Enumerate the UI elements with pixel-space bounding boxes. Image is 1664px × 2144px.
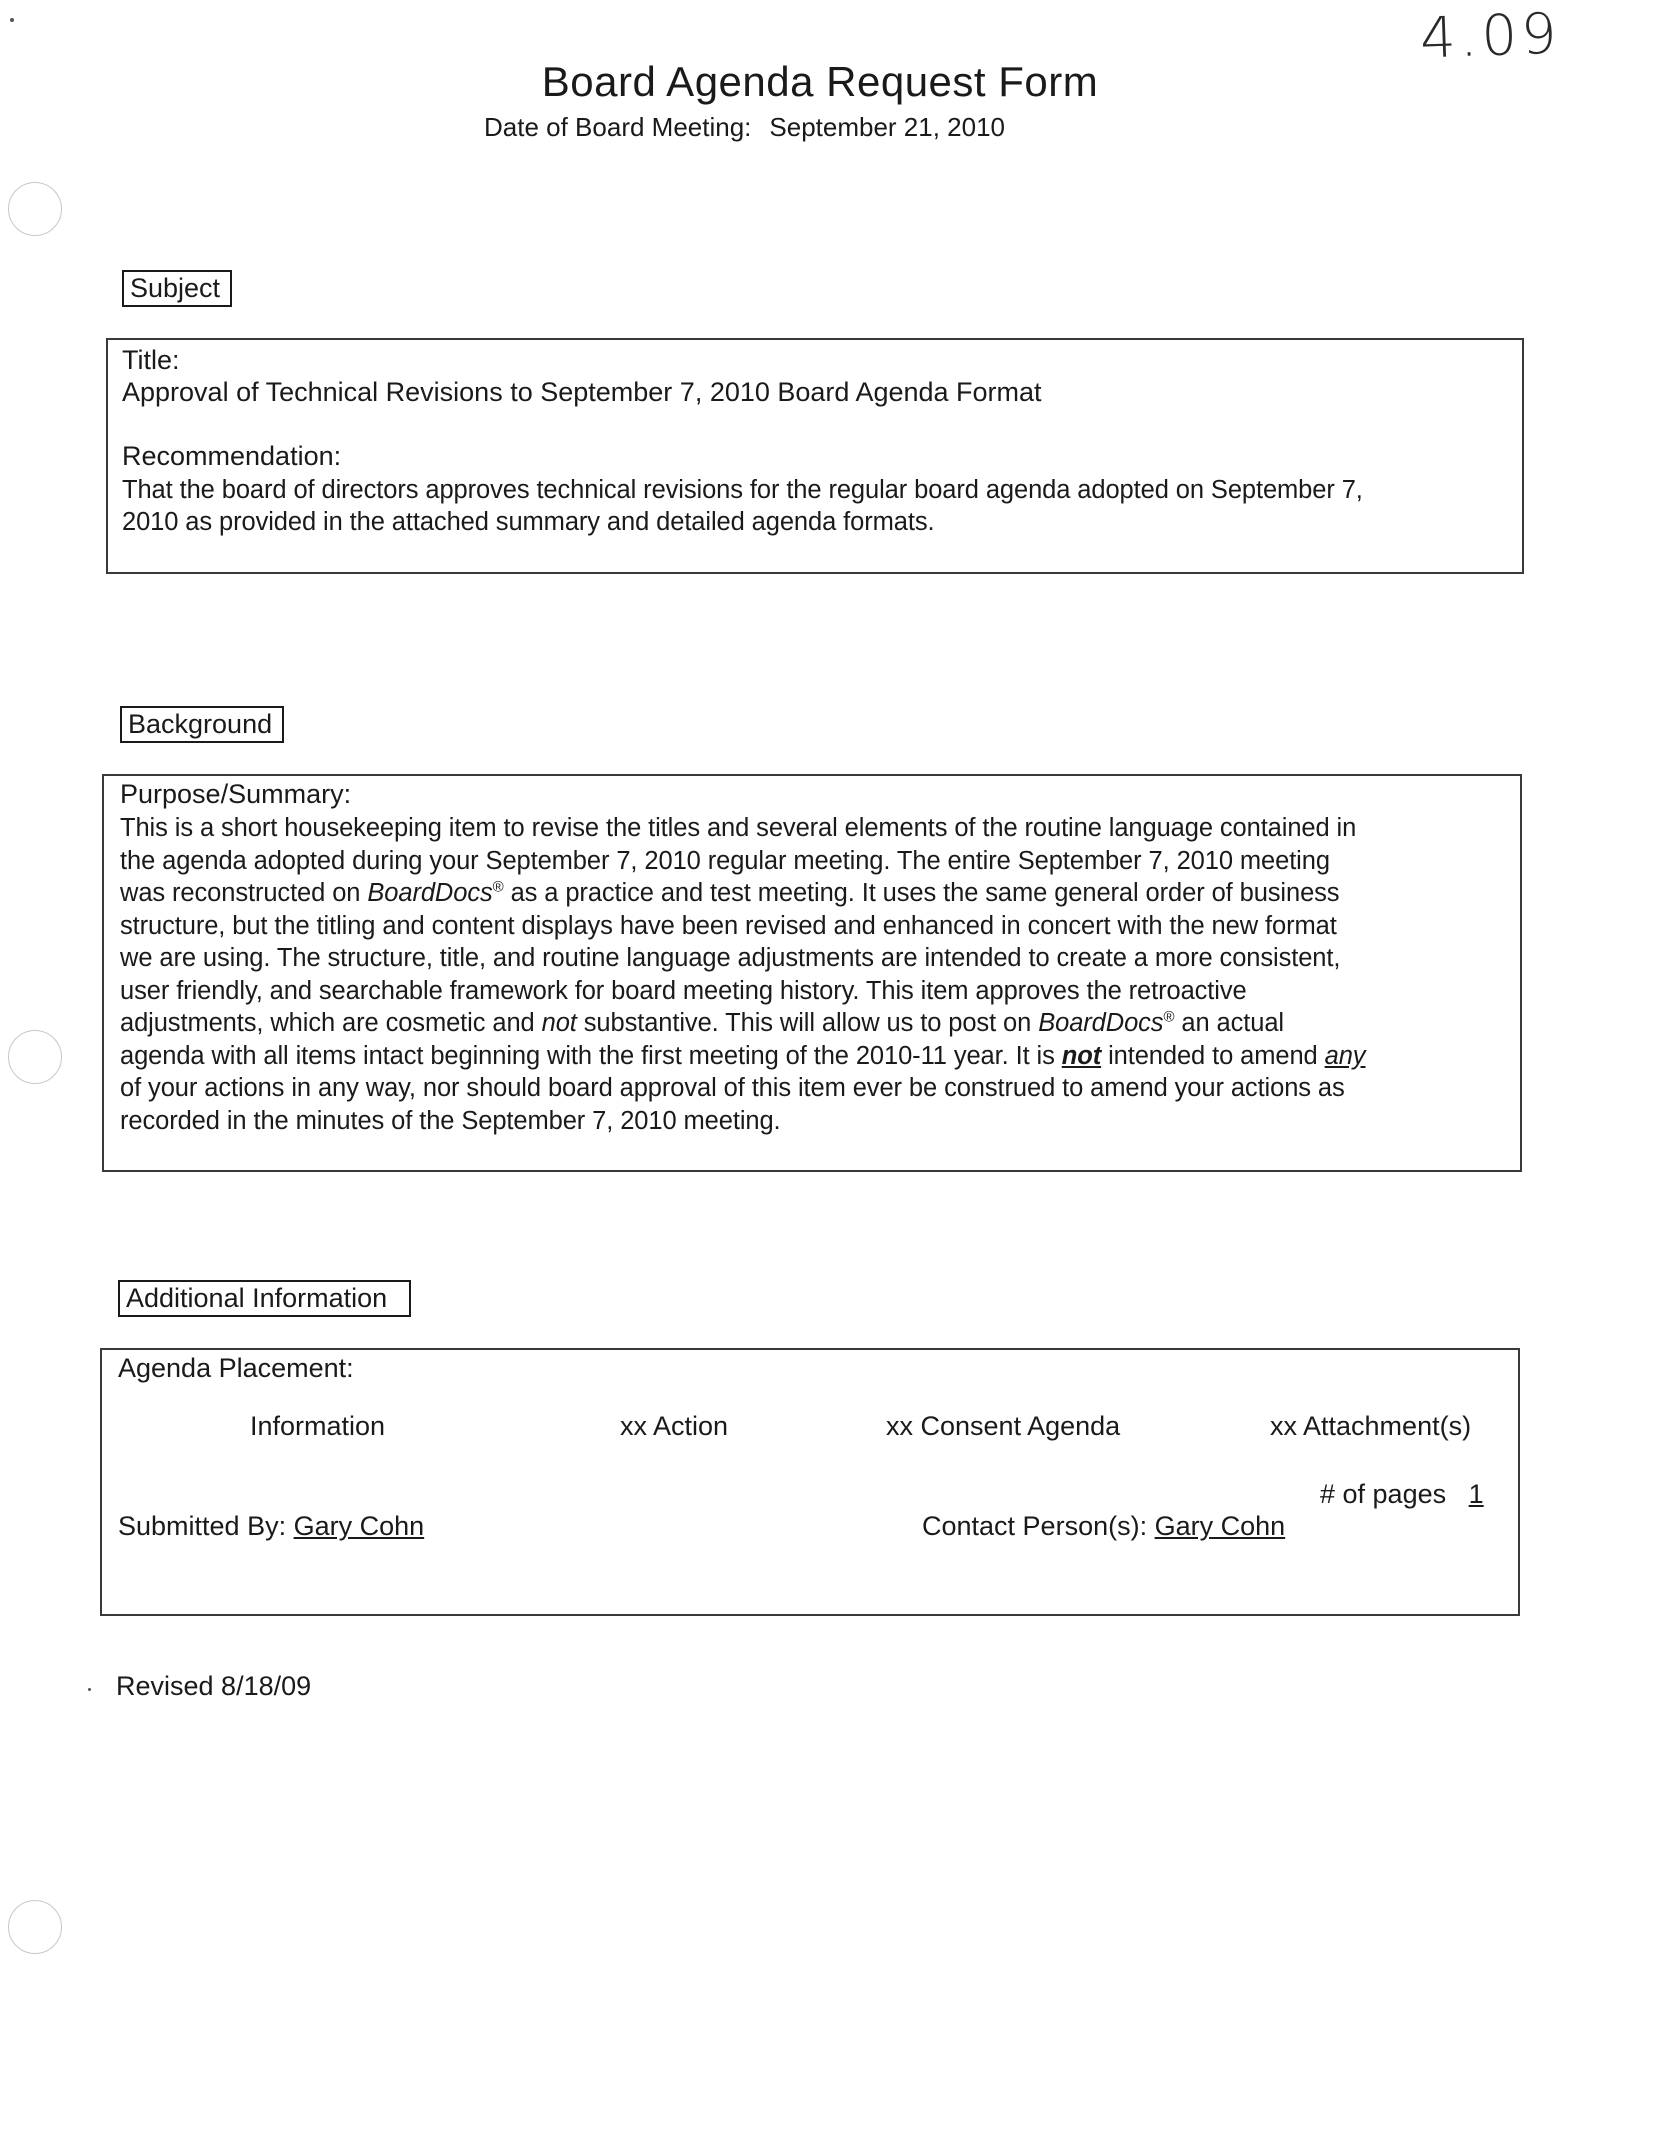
recommendation-label: Recommendation: <box>122 441 342 471</box>
scan-speck <box>10 18 14 22</box>
title-label: Title: <box>122 345 180 375</box>
meeting-date-label: Date of Board Meeting: <box>484 112 752 142</box>
boarddocs-name: BoardDocs <box>367 879 493 907</box>
summary-line: user friendly, and searchable framework for board meeting history. This item approves the retroactive <box>120 976 1247 1005</box>
contact-persons-label: Contact Person(s): <box>922 1511 1148 1541</box>
revised-date: Revised 8/18/09 <box>116 1671 312 1701</box>
any-emphasis: any <box>1324 1041 1366 1070</box>
purpose-summary-text <box>120 812 1365 1137</box>
meeting-date-value: September 21, 2010 <box>769 112 1006 142</box>
summary-line: the agenda adopted during your September 7, 2010 regular meeting. The entire September 7, 2010 meeting <box>120 846 1330 875</box>
subject-box <box>106 338 1524 574</box>
submitted-by-label: Submitted By: <box>118 1511 287 1541</box>
pages-count <box>1320 1478 1484 1510</box>
pages-label: # of pages <box>1320 1479 1447 1509</box>
summary-line: This is a short housekeeping item to revise the titles and several elements of the routine language contained in <box>120 814 1357 842</box>
recommendation-line-2: 2010 as provided in the attached summary and detailed agenda formats. <box>122 508 935 536</box>
agenda-placement-label: Agenda Placement: <box>118 1353 354 1383</box>
punch-hole-bottom <box>8 1900 62 1954</box>
placement-option-action: xx Action <box>620 1411 729 1441</box>
background-box <box>102 774 1522 1172</box>
form-title: Board Agenda Request Form <box>541 58 1099 105</box>
punch-hole-middle <box>8 1030 62 1084</box>
subject-section-tab: Subject <box>122 270 232 307</box>
placement-option-attachments: xx Attachment(s) <box>1270 1411 1472 1441</box>
summary-line: structure, but the titling and content displays have been revised and enhanced in concert with the new format <box>120 911 1337 940</box>
placement-option-information: Information <box>250 1411 386 1441</box>
pages-value: 1 <box>1468 1479 1484 1509</box>
additional-info-section-tab: Additional Information <box>118 1280 411 1317</box>
boarddocs-name: BoardDocs <box>1038 1009 1164 1037</box>
summary-line: agenda with all items intact beginning with the first meeting of the 2010-11 year. It is not intended to amend any <box>120 1041 1366 1070</box>
placement-option-consent-agenda: xx Consent Agenda <box>886 1411 1121 1441</box>
purpose-label: Purpose/Summary: <box>120 779 352 809</box>
recommendation-line-1: That the board of directors approves technical revisions for the regular board agenda adopted on September 7, <box>122 476 1363 504</box>
handwritten-page-number: 4.09 <box>1418 1 1562 72</box>
summary-line: adjustments, which are cosmetic and not substantive. This will allow us to post on BoardDocs® an actual <box>120 1008 1284 1037</box>
punch-hole-top <box>8 182 62 236</box>
not-strong-emphasis: not <box>1061 1041 1102 1070</box>
summary-line: was reconstructed on BoardDocs® as a practice and test meeting. It uses the same general order of business <box>120 878 1340 907</box>
not-emphasis: not <box>541 1009 577 1037</box>
title-value: Approval of Technical Revisions to September 7, 2010 Board Agenda Format <box>122 377 1042 407</box>
submitted-by-value: Gary Cohn <box>293 1511 425 1541</box>
summary-line: we are using. The structure, title, and routine language adjustments are intended to create a more consistent, <box>120 944 1341 972</box>
contact-persons-value: Gary Cohn <box>1154 1511 1286 1541</box>
additional-info-box <box>100 1348 1520 1616</box>
meeting-date-line <box>484 112 1005 143</box>
scan-speck <box>88 1688 91 1691</box>
submitted-by <box>118 1510 424 1542</box>
contact-persons <box>922 1510 1285 1542</box>
summary-line: of your actions in any way, nor should board approval of this item ever be construed to amend your actions as <box>120 1074 1345 1102</box>
summary-line: recorded in the minutes of the September 7, 2010 meeting. <box>120 1106 781 1135</box>
background-section-tab: Background <box>120 706 284 743</box>
